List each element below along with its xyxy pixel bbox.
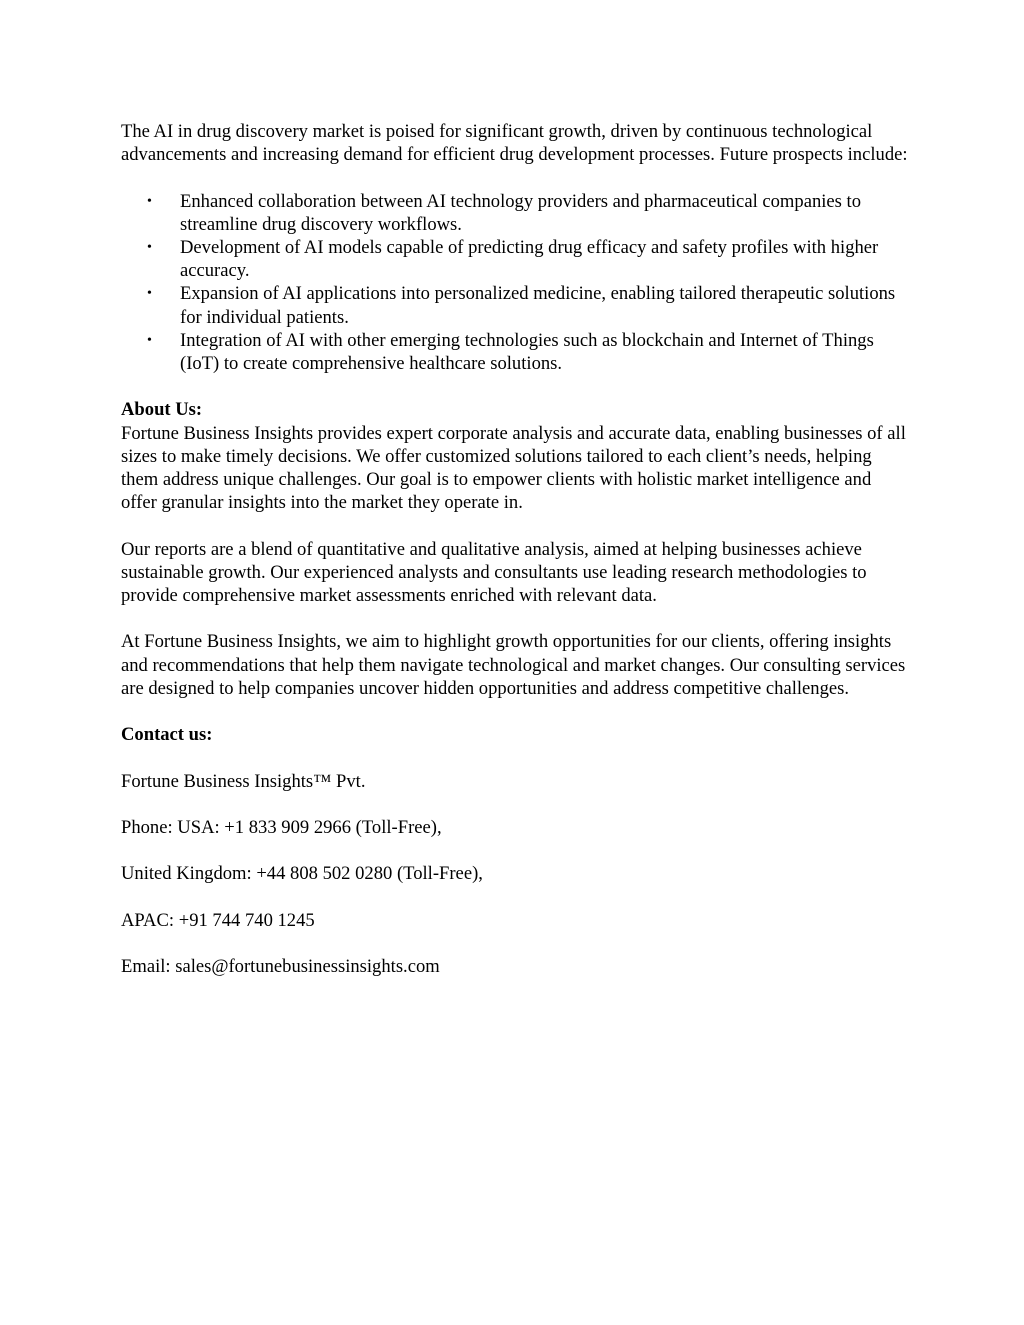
contact-email: Email: sales@fortunebusinessinsights.com	[121, 956, 440, 978]
bullet-icon: •	[147, 193, 152, 209]
contact-heading: Contact us:	[121, 724, 213, 746]
document-page	[121, 120, 911, 978]
list-item	[121, 329, 911, 375]
list-item-text: Enhanced collaboration between AI technology providers and pharmaceutical companies to streamline drug discovery workflows.	[180, 190, 862, 235]
list-item-text: Integration of AI with other emerging technologies such as blockchain and Internet of Things (IoT) to create comprehensive healthcare solutions.	[180, 329, 874, 375]
bullet-icon: •	[147, 286, 152, 302]
prospects-list	[121, 190, 911, 376]
list-item	[121, 282, 911, 328]
contact-company: Fortune Business Insights™ Pvt.	[121, 770, 366, 792]
intro-paragraph: The AI in drug discovery market is poised for significant growth, driven by continuous technological advancements and increasing demand for efficient drug development processes. Future prospects include:	[121, 121, 908, 166]
bullet-icon: •	[147, 332, 152, 348]
about-paragraph: Our reports are a blend of quantitative and qualitative analysis, aimed at helping businesses achieve sustainable growth. Our experienced analysts and consultants use leading research methodologies to provide comprehensive market assessments enriched with relevant data.	[121, 538, 867, 607]
list-item-text: Expansion of AI applications into personalized medicine, enabling tailored therapeutic solutions for individual patients.	[180, 283, 896, 328]
contact-phone-uk: United Kingdom: +44 808 502 0280 (Toll-Free),	[121, 863, 483, 885]
about-paragraph: Fortune Business Insights provides expert corporate analysis and accurate data, enabling businesses of all sizes to make timely decisions. We offer customized solutions tailored to each client’s needs, helping them address unique challenges. Our goal is to empower clients with holistic market intelligence and offer granular insights into the market they operate in.	[121, 422, 906, 514]
contact-phone-apac: APAC: +91 744 740 1245	[121, 909, 315, 931]
list-item-text: Development of AI models capable of predicting drug efficacy and safety profiles with higher accuracy.	[180, 237, 879, 282]
about-heading: About Us:	[121, 399, 203, 421]
contact-phone-usa: Phone: USA: +1 833 909 2966 (Toll-Free),	[121, 816, 442, 838]
list-item	[121, 190, 911, 236]
list-item	[121, 236, 911, 282]
about-paragraph: At Fortune Business Insights, we aim to highlight growth opportunities for our clients, offering insights and recommendations that help them navigate technological and market changes. Our consulting services are designed to help companies uncover hidden opportunities and address competitive challenges.	[121, 631, 906, 699]
bullet-icon: •	[147, 240, 152, 255]
